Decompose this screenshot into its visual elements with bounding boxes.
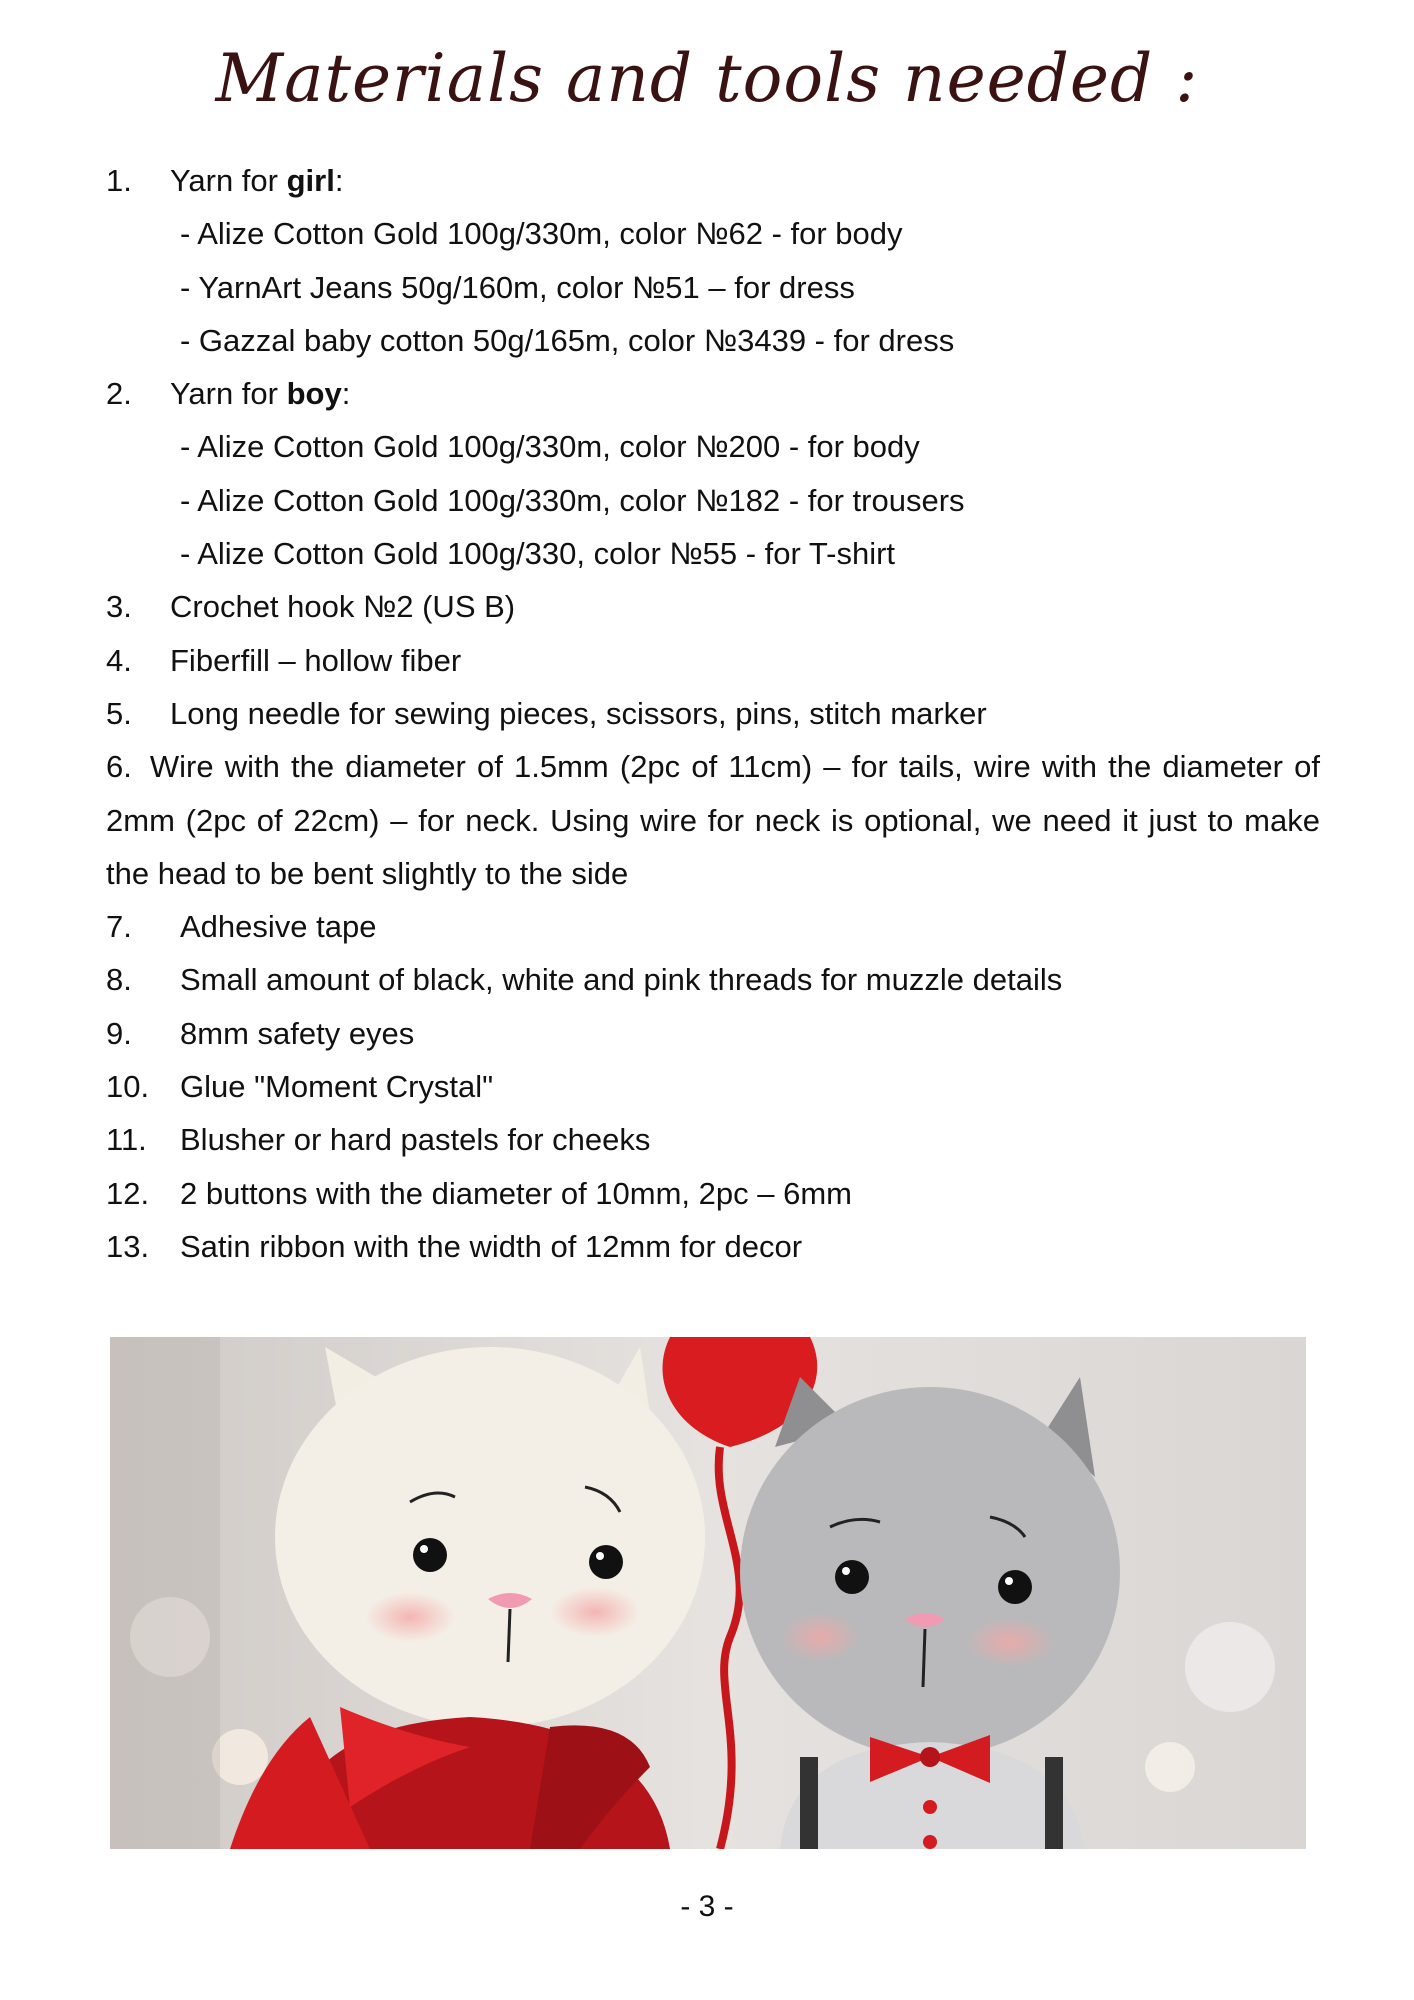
list-item: 1. Yarn for girl: xyxy=(106,154,1320,207)
list-item-wire: 6. Wire with the diameter of 1.5mm (2pc of 11cm) – for tails, wire with the diameter of 2mm (2pc of 22cm) – for neck. Using wire for neck is optional, we need it just to make the head to be bent slightly to the side xyxy=(106,749,1320,891)
photo-illustration xyxy=(110,1337,1306,1849)
list-item: 7. Adhesive tape xyxy=(106,909,377,945)
sub-item: - Alize Cotton Gold 100g/330m, color №200 - for body xyxy=(180,429,920,465)
sub-item: - Gazzal baby cotton 50g/165m, color №3439 - for dress xyxy=(180,322,955,358)
list-item: 5. Long needle for sewing pieces, scissors, pins, stitch marker xyxy=(106,695,987,731)
amigurumi-cats-photo xyxy=(110,1337,1306,1849)
materials-list xyxy=(106,154,1320,1273)
item-number: 2. xyxy=(106,376,132,412)
sub-item: - Alize Cotton Gold 100g/330m, color №62 - for body xyxy=(180,216,903,252)
page-number: - 3 - xyxy=(680,1890,734,1923)
list-item: 10. Glue "Moment Crystal" xyxy=(106,1069,494,1105)
list-item: 4. Fiberfill – hollow fiber xyxy=(106,642,462,678)
sub-item: - Alize Cotton Gold 100g/330, color №55 - for T-shirt xyxy=(180,536,896,572)
list-item: 3. Crochet hook №2 (US B) xyxy=(106,589,516,625)
sub-item: - Alize Cotton Gold 100g/330m, color №182 - for trousers xyxy=(180,482,965,518)
page-title: Materials and tools needed : xyxy=(215,40,1199,117)
item-number: 1. xyxy=(106,163,132,198)
list-item: 12. 2 buttons with the diameter of 10mm, 2pc – 6mm xyxy=(106,1175,852,1211)
list-item: 9. 8mm safety eyes xyxy=(106,1015,415,1051)
list-item: 8. Small amount of black, white and pink threads for muzzle details xyxy=(106,962,1063,998)
list-item: 11. Blusher or hard pastels for cheeks xyxy=(106,1122,651,1158)
list-item: 13. Satin ribbon with the width of 12mm for decor xyxy=(106,1228,803,1264)
sub-item: - YarnArt Jeans 50g/160m, color №51 – for dress xyxy=(180,269,855,305)
list-item: 2. Yarn for boy: xyxy=(106,367,1320,420)
